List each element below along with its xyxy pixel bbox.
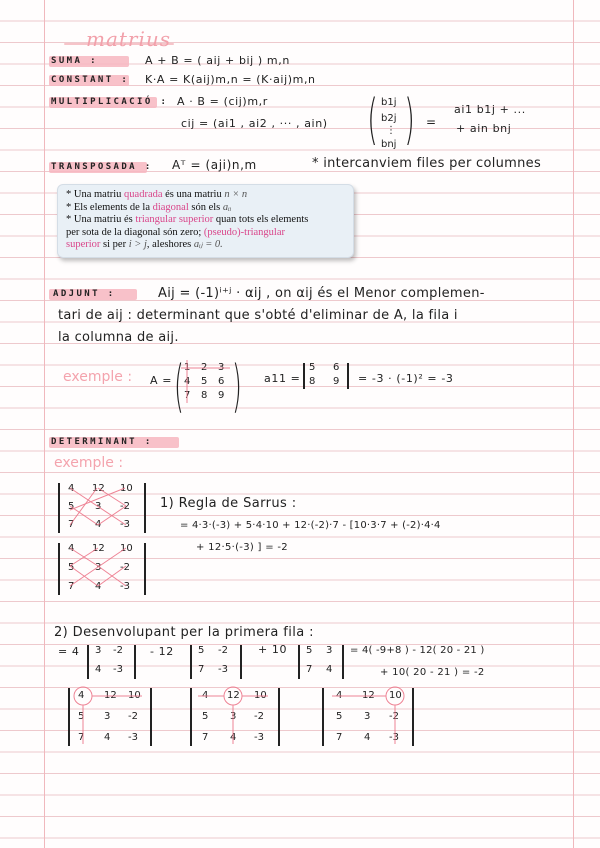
sarrus-title: 1) Regla de Sarrus : — [160, 496, 297, 511]
matrix-a-paren-left: ( — [174, 354, 184, 419]
adjunt-label: ADJUNT : — [53, 289, 116, 299]
det2-r0c1: 12 — [92, 543, 105, 554]
det1-r2c2: -3 — [120, 519, 130, 530]
cof2-r2c2: -3 — [254, 732, 264, 743]
col-paren-right: ) — [404, 88, 415, 151]
matrix-a-paren-right: ) — [232, 354, 242, 419]
transposada-label: TRANSPOSADA : — [51, 162, 153, 172]
dev-m1-r0c0: 3 — [95, 645, 102, 656]
cof1-r0c1: 12 — [104, 690, 117, 701]
multiplicacio-line1: A · B = (cij)m,r — [177, 95, 268, 108]
multiplicacio-res2: + ain bnj — [456, 122, 512, 135]
cof2-r1c2: -2 — [254, 711, 264, 722]
det1-r2c0: 7 — [68, 519, 75, 530]
det1-r1c2: -2 — [120, 501, 130, 512]
sarrus-line1: = 4·3·(-3) + 5·4·10 + 12·(-2)·7 - [10·3·7 + (-2)·4·4 — [180, 520, 441, 531]
dev-res2: + 10( 20 - 21 ) = -2 — [380, 667, 485, 678]
det2-r1c1: 3 — [95, 562, 102, 573]
cof3-r2c2: -3 — [389, 732, 399, 743]
dev-m1-r1c1: -3 — [113, 664, 123, 675]
cof2-r1c1: 3 — [230, 711, 237, 722]
adjunt-line3: la columna de aij. — [58, 330, 179, 345]
dev-m3-r0c1: 3 — [326, 645, 333, 656]
dev-m2-r0c0: 5 — [198, 645, 205, 656]
det1-r0c2: 10 — [120, 483, 133, 494]
multiplicacio-eq: = — [426, 115, 437, 129]
a-r2c1: 8 — [201, 390, 208, 401]
cof2-circle — [224, 687, 242, 705]
constant-label: CONSTANT : — [51, 75, 130, 85]
cof3-r2c1: 4 — [364, 732, 371, 743]
dev-res1: = 4( -9+8 ) - 12( 20 - 21 ) — [350, 645, 485, 656]
note-line-4: per sota de la diagonal són zero; (pseudo)-triangular — [66, 226, 285, 238]
adjunt-result: = -3 · (-1)² = -3 — [358, 372, 454, 385]
col-b1j: b1j — [381, 97, 397, 108]
cof3-circle — [386, 687, 404, 705]
cof1-circle — [74, 687, 92, 705]
dev-m2-r0c1: -2 — [218, 645, 228, 656]
cof2-r2c1: 4 — [230, 732, 237, 743]
det1-r2c1: 4 — [95, 519, 102, 530]
dev-m3-coef: + 10 — [258, 643, 288, 656]
dev-title: 2) Desenvolupant per la primera fila : — [54, 625, 314, 640]
dev-m2-coef: - 12 — [150, 645, 174, 658]
suma-expr: A + B = ( aij + bij ) m,n — [145, 54, 290, 67]
cof1-r2c1: 4 — [104, 732, 111, 743]
det2-r2c1: 4 — [95, 581, 102, 592]
cof2-r0c2: 10 — [254, 690, 267, 701]
cof1-r2c2: -3 — [128, 732, 138, 743]
det2-r0c0: 4 — [68, 543, 75, 554]
col-dots: ⋮ — [386, 125, 396, 136]
cof3-r0c1: 12 — [362, 690, 375, 701]
cof3-r0c2: 10 — [389, 690, 402, 701]
det1-r1c0: 5 — [68, 501, 75, 512]
sarrus1-diag-d — [70, 506, 98, 525]
cof3-r1c0: 5 — [336, 711, 343, 722]
det2-r1c2: -2 — [120, 562, 130, 573]
dev-m3-r1c0: 7 — [306, 664, 313, 675]
note-line-2: * Els elements de la diagonal són els aᵢᵢ — [66, 201, 232, 213]
multiplicacio-line2: cij = (ai1 , ai2 , ··· , ain) — [181, 117, 328, 130]
a-r0c1: 2 — [201, 362, 208, 373]
a11-label: a11 = — [264, 372, 301, 385]
det2-r2c0: 7 — [68, 581, 75, 592]
multiplicacio-label: MULTIPLICACIÓ : — [51, 97, 169, 107]
dev-m1-coef: = 4 — [58, 645, 80, 658]
constant-expr: K·A = K(aij)m,n = (K·aij)m,n — [145, 73, 316, 86]
cof1-r1c1: 3 — [104, 711, 111, 722]
det1-r0c1: 12 — [92, 483, 105, 494]
minor-r0c0: 5 — [309, 362, 316, 373]
dev-m1-r0c1: -2 — [113, 645, 123, 656]
multiplicacio-res1: ai1 b1j + ... — [454, 103, 526, 116]
determinant-exemple: exemple : — [54, 455, 124, 471]
cof3-r0c0: 4 — [336, 690, 343, 701]
adjunt-line1: Aij = (-1)ⁱ⁺ʲ · αij , on αij és el Menor complemen- — [158, 286, 485, 301]
matrix-a-label: A = — [150, 374, 173, 387]
minor-r1c1: 9 — [333, 376, 340, 387]
cof1-r0c2: 10 — [128, 690, 141, 701]
a-r1c1: 5 — [201, 376, 208, 387]
a-r0c0: 1 — [184, 362, 191, 373]
minor-r1c0: 8 — [309, 376, 316, 387]
cof1-r1c2: -2 — [128, 711, 138, 722]
cof1-r1c0: 5 — [78, 711, 85, 722]
a-r1c0: 4 — [184, 376, 191, 387]
cof3-r1c2: -2 — [389, 711, 399, 722]
note-line-3: * Una matriu és triangular superior quan tots els elements — [66, 214, 309, 225]
cof1-r0c0: 4 — [78, 690, 85, 701]
dev-m1-r1c0: 4 — [95, 664, 102, 675]
determinant-label: DETERMINANT : — [51, 437, 153, 447]
page-title: matrius — [86, 27, 172, 51]
adjunt-exemple: exemple : — [63, 369, 133, 385]
cof2-r2c0: 7 — [202, 732, 209, 743]
cof2-r0c0: 4 — [202, 690, 209, 701]
cof3-r2c0: 7 — [336, 732, 343, 743]
det2-r0c2: 10 — [120, 543, 133, 554]
a-r2c0: 7 — [184, 390, 191, 401]
dev-m3-r0c0: 5 — [306, 645, 313, 656]
cof3-r1c1: 3 — [364, 711, 371, 722]
adjunt-line2: tari de aij : determinant que s'obté d'eliminar de A, la fila i — [58, 308, 458, 323]
sarrus1-diag-b — [70, 488, 97, 525]
cof2-r1c0: 5 — [202, 711, 209, 722]
a-r0c2: 3 — [218, 362, 225, 373]
det1-r1c1: 3 — [95, 501, 102, 512]
col-b2j: b2j — [381, 113, 397, 124]
det2-r1c0: 5 — [68, 562, 75, 573]
sarrus-line2: + 12·5·(-3) ] = -2 — [196, 542, 288, 553]
col-bnj: bnj — [381, 139, 397, 150]
dev-m2-r1c0: 7 — [198, 664, 205, 675]
cof2-r0c1: 12 — [227, 690, 240, 701]
a-r2c2: 9 — [218, 390, 225, 401]
transposada-note: * intercanviem files per columnes — [312, 156, 542, 171]
col-paren-left: ( — [367, 88, 378, 151]
det2-r2c2: -3 — [120, 581, 130, 592]
dev-m3-r1c1: 4 — [326, 664, 333, 675]
dev-m2-r1c1: -3 — [218, 664, 228, 675]
det1-r0c0: 4 — [68, 483, 75, 494]
cof1-r2c0: 7 — [78, 732, 85, 743]
note-line-1: * Una matriu quadrada és una matriu n × n — [66, 189, 248, 200]
a-r1c2: 6 — [218, 376, 225, 387]
suma-label: SUMA : — [51, 56, 98, 66]
minor-r0c1: 6 — [333, 362, 340, 373]
note-line-5: superior si per i > j, aleshores aᵢⱼ = 0. — [66, 239, 223, 250]
transposada-expr: Aᵀ = (aji)n,m — [172, 158, 257, 172]
